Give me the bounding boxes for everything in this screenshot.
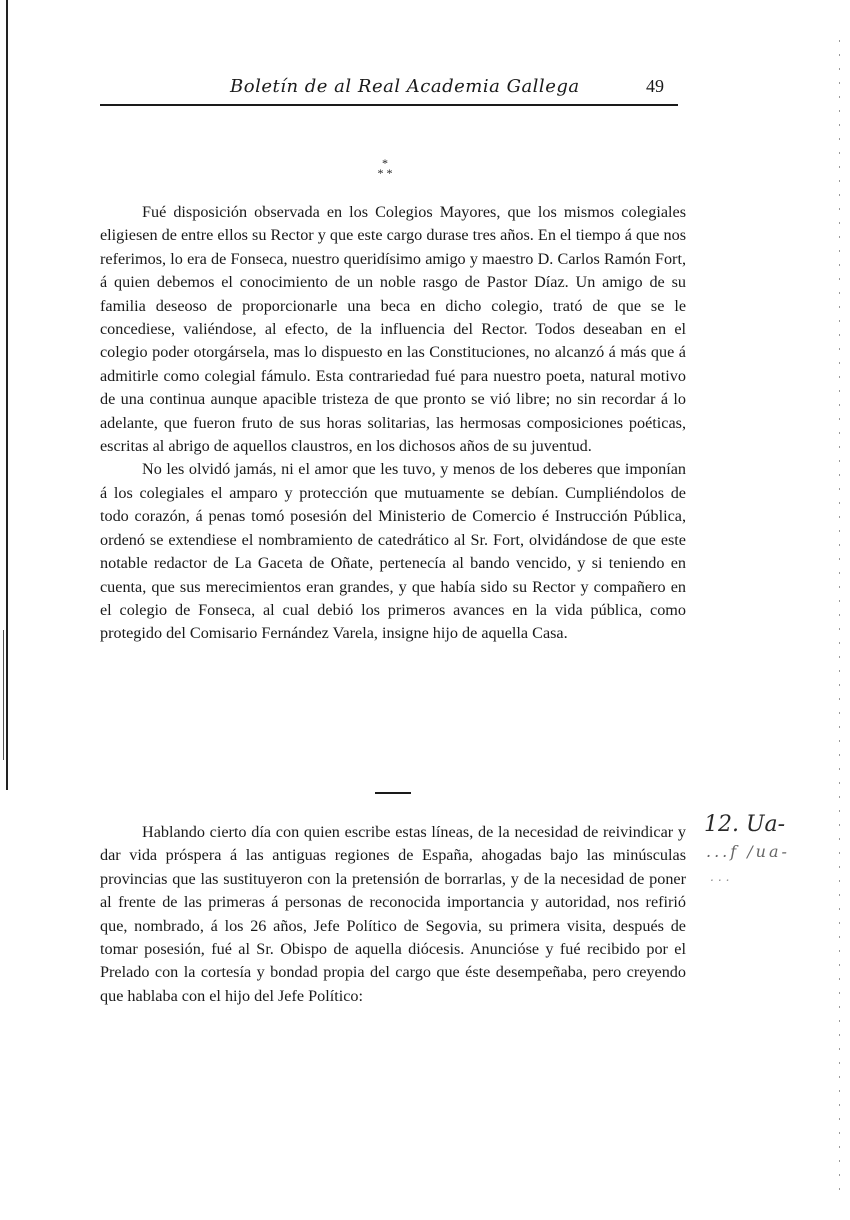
page-number: 49 (646, 76, 664, 96)
paragraph: Hablando cierto día con quien escribe estas líneas, de la necesidad de reivindicar y dar vida próspera á las antiguas regiones de España, ahogadas bajo las minúsculas provincias que las sustituyeron con la pretensión de borrarlas, y de la necesidad de poner al frente de las primeras á personas de reconocida importancia y autoridad, nos refirió que, nombrado, á los 26 años, Jefe Político de Segovia, su primera visita, después de tomar posesión, fué al Sr. Obispo de aquella diócesis. Anuncióse y fué recibido por el Prelado con la cortesía y bondad propia del cargo que éste desempeñaba, pero creyendo que hablaba con el hijo del Jefe Político: (100, 823, 686, 1005)
asterism-top: * (382, 156, 388, 170)
margin-note-line: ...f /ua- (706, 842, 790, 861)
margin-note-line: 12. Ua- (704, 812, 786, 837)
section-1-text (100, 201, 686, 646)
asterism-bottom: * * (377, 166, 393, 180)
running-title: Boletín de al Real Academia Gallega (230, 76, 580, 97)
scan-edge-dots (839, 40, 840, 1190)
paragraph: No les olvidó jamás, ni el amor que les tuvo, y menos de los deberes que imponían á los colegiales el amparo y protección que mutuamente se debían. Cumpliéndolos de todo corazón, á penas tomó posesión del Ministerio de Comercio é Instrucción Pública, ordenó se extendiese el nombramiento de catedrático al Sr. Fort, olvidándose de que este notable redactor de La Gaceta de Oñate, pertenecía al bando vencido, y si teniendo en cuenta, que sus merecimientos eran grandes, y que había sido su Rector y compañero en el colegio de Fonseca, al cual debió los primeros avances en la vida pública, como protegido del Comisario Fernández Varela, insigne hijo de aquella Casa. (100, 460, 686, 643)
section-separator (375, 792, 411, 794)
page-header (100, 74, 678, 106)
page-edge-mark (3, 630, 4, 760)
page-edge-rule (6, 0, 8, 790)
section-2-text (100, 821, 686, 1008)
asterism (370, 158, 400, 184)
paragraph: Fué disposición observada en los Colegios Mayores, que los mismos colegiales eligiesen de entre ellos su Rector y que este cargo durase tres años. En el tiempo á que nos referimos, lo era de Fonseca, nuestro queridísimo amigo y maestro D. Carlos Ramón Fort, á quien debemos el conocimiento de un noble rasgo de Pastor Díaz. Un amigo de su familia deseoso de proporcionarle una beca en dicho colegio, trató de que se le concediese, valiéndose, al efecto, de la influencia del Rector. Todos deseaban en el colegio poder otorgársela, mas lo dispuesto en las Constituciones, no alcanzó á más que á admitirle como colegial fámulo. Esta contrariedad fué para nuestro poeta, natural motivo de una continua aunque apacible tristeza de que pronto se vió libre; no sin recordar á lo adelante, que fueron fruto de sus horas solitarias, las hermosas composiciones poéticas, escritas al abrigo de aquellos claustros, en los dichosos años de su juventud. (100, 203, 686, 456)
handwritten-margin-note (700, 812, 830, 902)
margin-note-line: ... (710, 870, 734, 884)
